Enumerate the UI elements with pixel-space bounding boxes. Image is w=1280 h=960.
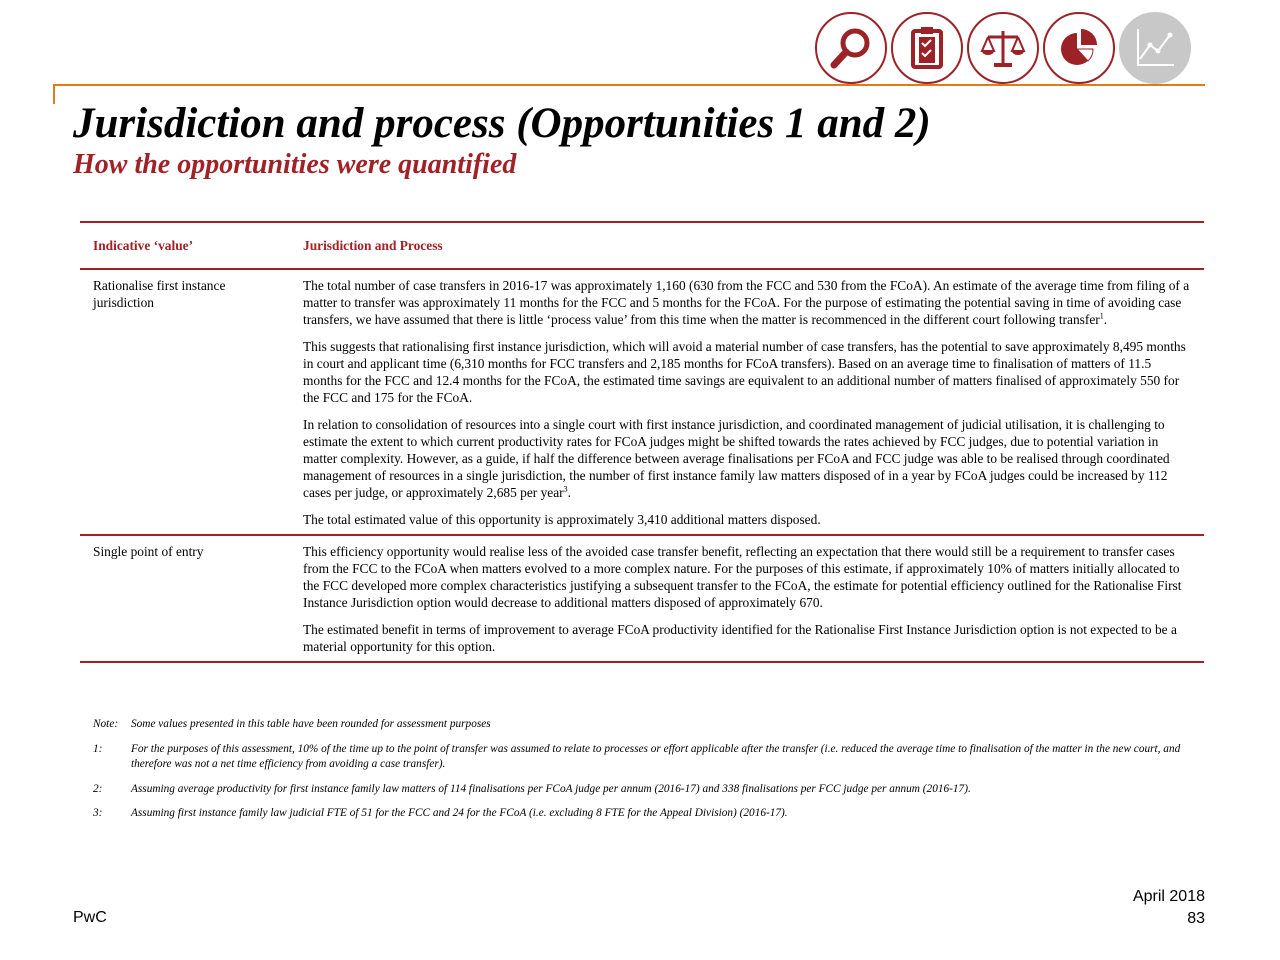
column-header-value: Indicative ‘value’ [93,238,194,253]
footnote-item [93,806,1193,822]
footnote-item [93,742,1193,773]
footnote-key: 1: [93,742,103,755]
note-text: Some values presented in this table have been rounded for assessment purposes [131,718,491,730]
note-item [93,717,1193,733]
page-title: Jurisdiction and process (Opportunities 1 and 2) [73,100,931,147]
footer-date: April 2018 [1132,888,1205,905]
row-description [290,269,1204,535]
footnote-text: Assuming average productivity for first instance family law matters of 114 finalisations per FCoA judge per annum (2016-17) and 338 finalisations per FCC judge per annum (2016-17). [131,782,971,795]
row-label: Rationalise first instance jurisdiction [93,278,226,310]
table-row [80,269,1204,535]
clipboard-checklist-icon[interactable] [891,12,963,84]
header-rule [53,84,1205,86]
pie-chart-icon[interactable] [1043,12,1115,84]
paragraph: The total number of case transfers in 2016-17 was approximately 1,160 (630 from the FCC and 530 from the FCoA). An estimate of the average time from filing of a matter to transfer was approximately 11 months for the FCC and 5 months for the FCoA. For the purpose of estimating the potential saving in time of avoiding case transfers, we have assumed that there is little ‘process value’ from this time when the matter is recommenced in the different court following transfer$^1$. [303,278,1190,327]
paragraph: The estimated benefit in terms of improvement to average FCoA productivity identified for the Rationalise First Instance Jurisdiction option is not expected to be a material opportunity for this option. [303,622,1177,654]
table-row [80,535,1204,662]
quantification-table [80,221,1204,663]
footnote-text: For the purposes of this assessment, 10% of the time up to the point of transfer was assumed to relate to processes or effort applicable after the transfer (i.e. reduced the average time to finalisation of the matter in the new court, and therefore was not a net time efficiency from avoiding a case transfer). [131,742,1181,770]
line-chart-icon[interactable] [1119,12,1191,84]
page-subtitle: How the opportunities were quantified [73,149,517,180]
paragraph: This suggests that rationalising first instance jurisdiction, which will avoid a material number of case transfers, has the potential to save approximately 8,495 months in court and applicant time (6,310 months for FCC transfers and 2,185 months for FCoA transfers). Based on an average time to finalisation of matters of 11.5 months for the FCC and 12.4 months for the FCoA, the estimated time savings are equivalent to an additional number of matters finalised of approximately 550 for the FCC and 175 for the FCoA. [303,339,1186,405]
row-description [290,535,1204,662]
magnifier-icon[interactable] [815,12,887,84]
footer-meta [1133,886,1205,930]
paragraph: The total estimated value of this opportunity is approximately 3,410 additional matters disposed. [303,512,821,527]
row-label: Single point of entry [93,544,204,559]
note-key: Note: [93,718,119,730]
header-tick [53,84,55,104]
table-notes [93,717,1193,831]
balance-scale-icon[interactable] [967,12,1039,84]
paragraph: This efficiency opportunity would realise less of the avoided case transfer benefit, reflecting an expectation that there would still be a requirement to transfer cases from the FCC to the FCoA when matters evolved to a more complex nature. For the purposes of this estimate, if approximately 10% of matters initially allocated to the FCC developed more complex characteristics justifying a subsequent transfer to the FCoA, the estimate for potential efficiency outlined for the Rationalise First Instance Jurisdiction option would decrease to additional matters disposed of approximately 670. [303,544,1182,610]
table-header-row [80,222,1204,269]
footnote-item [93,782,1193,798]
page-number: 83 [1187,910,1205,927]
footnote-key: 2: [93,782,103,795]
paragraph: In relation to consolidation of resources into a single court with first instance jurisdiction, and coordinated management of judicial utilisation, it is challenging to estimate the extent to which current productivity rates for FCoA judges might be shifted towards the rates achieved by FCC judges, due to potential variation in matter complexity. However, as a guide, if half the difference between average finalisations per FCoA and FCC judge was able to be realised through coordinated management of resources in a single jurisdiction, the number of first instance family law matters disposed of in a year by FCoA judges could be increased by 112 cases per judge, or approximately 2,685 per year$^3$. [303,417,1170,500]
footnote-key: 3: [93,807,103,819]
footnote-text: Assuming first instance family law judicial FTE of 51 for the FCC and 24 for the FCoA (i.e. excluding 8 FTE for the Appeal Division) (2016-17). [131,807,788,819]
footer-brand: PwC [73,909,107,926]
section-icons [815,12,1191,84]
column-header-jurisdiction: Jurisdiction and Process [303,238,443,253]
